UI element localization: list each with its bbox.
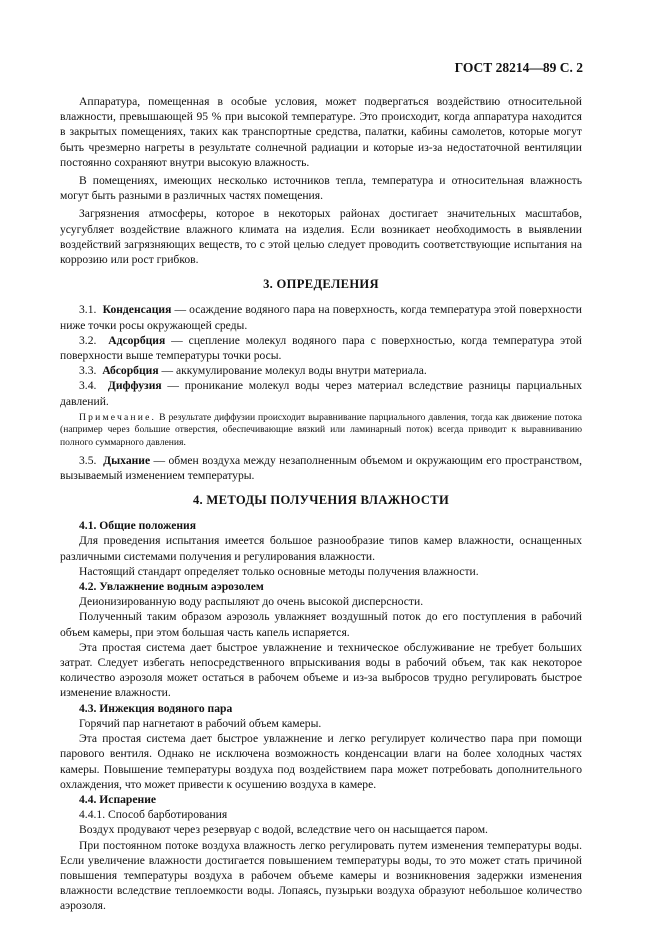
subsection-4-1-heading: 4.1. Общие положения: [79, 519, 196, 533]
subsection-4-2-paragraph-2: Полученный таким образом аэрозоль увлажняет воздушный поток до его поступления в рабочий объем камеры, при этом большая часть капель испаряется.: [60, 610, 582, 639]
definition-term: Диффузия: [107, 379, 162, 393]
definition-text: — сцепление молекул водяного пара с поверхностью, когда температура этой поверхности выше температуры точки росы.: [60, 333, 582, 363]
definition-text: — осаждение водяного пара на поверхность, когда температура этой поверхности ниже точки росы окружающей среды.: [60, 303, 583, 332]
note-label: Примечание.: [79, 411, 157, 423]
definition-term: Абсорбция: [102, 364, 159, 378]
document-body: [60, 94, 582, 914]
definition-number: 3.4.: [79, 379, 97, 393]
intro-paragraph-1: Аппаратура, помещенная в особые условия, может подвергаться воздействию относительной влажности, превышающей 95 % при высокой температуре. Это происходит, когда аппаратура находится в закрытых помещениях, таких как транспортные средства, палатки, кабины самолетов, которые могут быть чрезмерно нагреты в результате солнечной радиации и которые из-за недостаточной вентиляции постоянно сохраняют внутри высокую влажность.: [60, 95, 582, 169]
subsection-4-1-paragraph-2: Настоящий стандарт определяет только основные методы получения влажности.: [79, 564, 479, 578]
intro-paragraph-2: В помещениях, имеющих несколько источников тепла, температура и относительная влажность могут быть разными в различных частях помещения.: [60, 174, 582, 203]
definition-text: — обмен воздуха между незаполненным объемом и окружающим его пространством, вызываемый изменением температуры.: [60, 453, 583, 482]
definition-term: Конденсация: [102, 303, 172, 317]
definition-number: 3.3.: [79, 364, 97, 378]
section-3-title: 3. ОПРЕДЕЛЕНИЯ: [263, 277, 379, 292]
definition-3-5: [60, 453, 582, 483]
subsection-4-2-paragraph-1: Деионизированную воду распыляют до очень высокой дисперсности.: [79, 595, 424, 609]
definition-text: — проникание молекул воды через материал вследствие разницы парциальных давлений.: [60, 379, 582, 408]
definition-3-4: [60, 378, 582, 408]
note: [60, 412, 582, 450]
subsection-4-3-paragraph-1: Горячий пар нагнетают в рабочий объем камеры.: [79, 716, 322, 730]
subsection-4-4-1-heading: 4.4.1. Способ барботирования: [79, 808, 228, 822]
subsection-4-1-paragraph-1: Для проведения испытания имеется большое разнообразие типов камер влажности, оснащенных различными системами получения и регулирования влажности.: [60, 534, 582, 563]
definition-text: — аккумулирование молекул воды внутри материала.: [158, 364, 427, 378]
subsection-4-4-1-paragraph-2: При постоянном потоке воздуха влажность легко регулировать путем изменения температуры воды. Если увеличение влажности достигается повышением температуры воды, то это может стать причиной повышения температуры воздуха в рабочем объеме камеры и возникновения задержки изменения влажности вследствие теплоемкости воды. Лопаясь, пузырьки воздуха образуют небольшое количество аэрозоля.: [60, 838, 582, 913]
definition-3-1: [60, 302, 582, 332]
definition-term: Дыхание: [103, 453, 151, 467]
subsection-4-4-heading: 4.4. Испарение: [79, 792, 157, 806]
definition-number: 3.1.: [79, 303, 97, 317]
note-text: В результате диффузии происходит выравнивание парциального давления, тогда как движение потока (например через большие отверстия, обеспечивающие вязкий или ламинарный поток) всегда приводит к выравниванию полного суммарного давления.: [60, 411, 582, 449]
definition-number: 3.5.: [79, 453, 97, 467]
subsection-4-2-paragraph-3: Эта простая система дает быстрое увлажнение и техническое обслуживание не требует больших затрат. Следует избегать непосредственного впрыскивания воды в рабочий объем, так как некоторое количество аэрозоля может остаться в рабочем объеме и из-за выбросов трудно регулировать быстрое изменение влажности.: [60, 640, 582, 700]
subsection-4-3-paragraph-2: Эта простая система дает быстрое увлажнение и легко регулирует количество пара при помощи парового вентиля. Однако не исключена возможность конденсации влаги на более холодных частях камеры. Повышение температуры воздуха под воздействием пара может потребовать дополнительного охлаждения, что может привести к осушению воздуха в камере.: [60, 732, 582, 791]
intro-paragraph-3: Загрязнения атмосферы, которое в некоторых районах достигает значительных масштабов, усугубляет воздействие влажного климата на изделия. Если возникает необходимость в выявлении воздействий загрязняющих веществ, то с этой целью следует проводить соответствующие испытания на коррозию или рост грибков.: [60, 207, 582, 267]
subsection-4-4-1-paragraph-1: Воздух продувают через резервуар с водой, вследствие чего он насыщается паром.: [79, 823, 488, 837]
definition-term: Адсорбция: [108, 333, 166, 347]
section-4-title: 4. МЕТОДЫ ПОЛУЧЕНИЯ ВЛАЖНОСТИ: [192, 493, 450, 508]
subsection-4-3-heading: 4.3. Инжекция водяного пара: [79, 701, 233, 715]
subsection-4-2-heading: 4.2. Увлажнение водным аэрозолем: [79, 580, 264, 594]
definition-number: 3.2.: [79, 333, 97, 347]
page-header: ГОСТ 28214—89 С. 2: [454, 60, 583, 75]
definition-3-2: [60, 333, 582, 363]
definition-3-3: [60, 363, 582, 378]
